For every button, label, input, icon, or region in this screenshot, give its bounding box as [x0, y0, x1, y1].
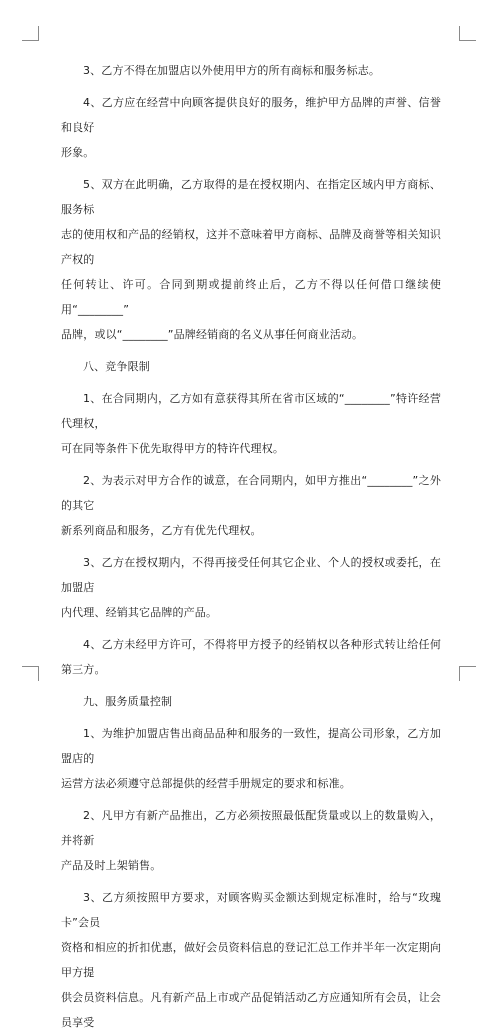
- text-line: 2、凡甲方有新产品推出，乙方必须按照最低配货量或以上的数量购入，并将新: [61, 809, 441, 847]
- text-line: 3、乙方在授权期内，不得再接受任何其它企业、个人的授权或委托，在加盟店: [61, 556, 441, 594]
- text-line: 形象。: [61, 146, 95, 159]
- paragraph: [61, 550, 441, 600]
- paragraph-continuation: [61, 600, 441, 625]
- text-line: 产品及时上架销售。: [61, 859, 162, 872]
- text-line: 任何转让、许可。合同到期或提前终止后，乙方不得以任何借口继续使用“________”: [61, 278, 441, 316]
- paragraph: [61, 90, 441, 140]
- text-line: 3、乙方须按照甲方要求，对顾客购买金额达到规定标准时，给与“玫瑰卡”会员: [61, 891, 441, 929]
- paragraph: [61, 803, 441, 853]
- text-line: 品牌，或以“________”品牌经销商的名义从事任何商业活动。: [61, 328, 364, 341]
- text-line: 4、乙方应在经营中向顾客提供良好的服务，维护甲方品牌的声誉、信誉和良好: [61, 96, 441, 134]
- paragraph: [61, 172, 441, 222]
- text-line: 4、乙方未经甲方许可，不得将甲方授予的经销权以各种形式转让给任何第三方。: [61, 638, 441, 676]
- document-body: [61, 58, 441, 1035]
- paragraph-continuation: [61, 771, 441, 796]
- text-line: 八、竞争限制: [83, 360, 150, 373]
- text-line: 5、双方在此明确，乙方取得的是在授权期内、在指定区域内甲方商标、服务标: [61, 178, 441, 216]
- text-line: 内代理、经销其它品牌的产品。: [61, 606, 218, 619]
- paragraph: [61, 468, 441, 518]
- text-line: 供会员资料信息。凡有新产品上市或产品促销活动乙方应通知所有会员，让会员享受: [61, 991, 441, 1029]
- text-line: 九、服务质量控制: [83, 695, 173, 708]
- paragraph-continuation: [61, 853, 441, 878]
- paragraph: [61, 721, 441, 771]
- crop-mark-top-right: [459, 26, 476, 41]
- text-line: 2、为表示对甲方合作的诚意，在合同期内，如甲方推出“________”之外的其它: [61, 474, 441, 512]
- section-heading: [61, 689, 441, 714]
- paragraph: [61, 632, 441, 682]
- paragraph-continuation: [61, 518, 441, 543]
- paragraph-continuation: [61, 222, 441, 272]
- text-line: 1、在合同期内，乙方如有意获得其所在省市区域的“________”特许经营代理权，: [61, 392, 441, 430]
- text-line: 志的使用权和产品的经销权，这并不意味着甲方商标、品牌及商誉等相关知识产权的: [61, 228, 441, 266]
- text-line: 新系列商品和服务，乙方有优先代理权。: [61, 524, 262, 537]
- paragraph: [61, 885, 441, 935]
- paragraph-continuation: [61, 322, 441, 347]
- text-line: 1、为维护加盟店售出商品品种和服务的一致性，提高公司形象，乙方加盟店的: [61, 727, 441, 765]
- text-line: 可在同等条件下优先取得甲方的特许代理权。: [61, 442, 284, 455]
- text-line: 3、乙方不得在加盟店以外使用甲方的所有商标和服务标志。: [83, 64, 381, 77]
- paragraph: [61, 386, 441, 436]
- paragraph: [61, 58, 441, 83]
- crop-mark-top-left: [22, 26, 39, 41]
- section-heading: [61, 354, 441, 379]
- crop-mark-bottom-right: [459, 666, 476, 681]
- crop-mark-bottom-left: [22, 666, 39, 681]
- text-line: 运营方法必须遵守总部提供的经营手册规定的要求和标准。: [61, 777, 351, 790]
- paragraph-continuation: [61, 935, 441, 985]
- paragraph-continuation: [61, 436, 441, 461]
- paragraph-continuation: [61, 140, 441, 165]
- paragraph-continuation: [61, 985, 441, 1035]
- text-line: 资格和相应的折扣优惠，做好会员资料信息的登记汇总工作并半年一次定期向甲方提: [61, 941, 441, 979]
- paragraph-continuation: [61, 272, 441, 322]
